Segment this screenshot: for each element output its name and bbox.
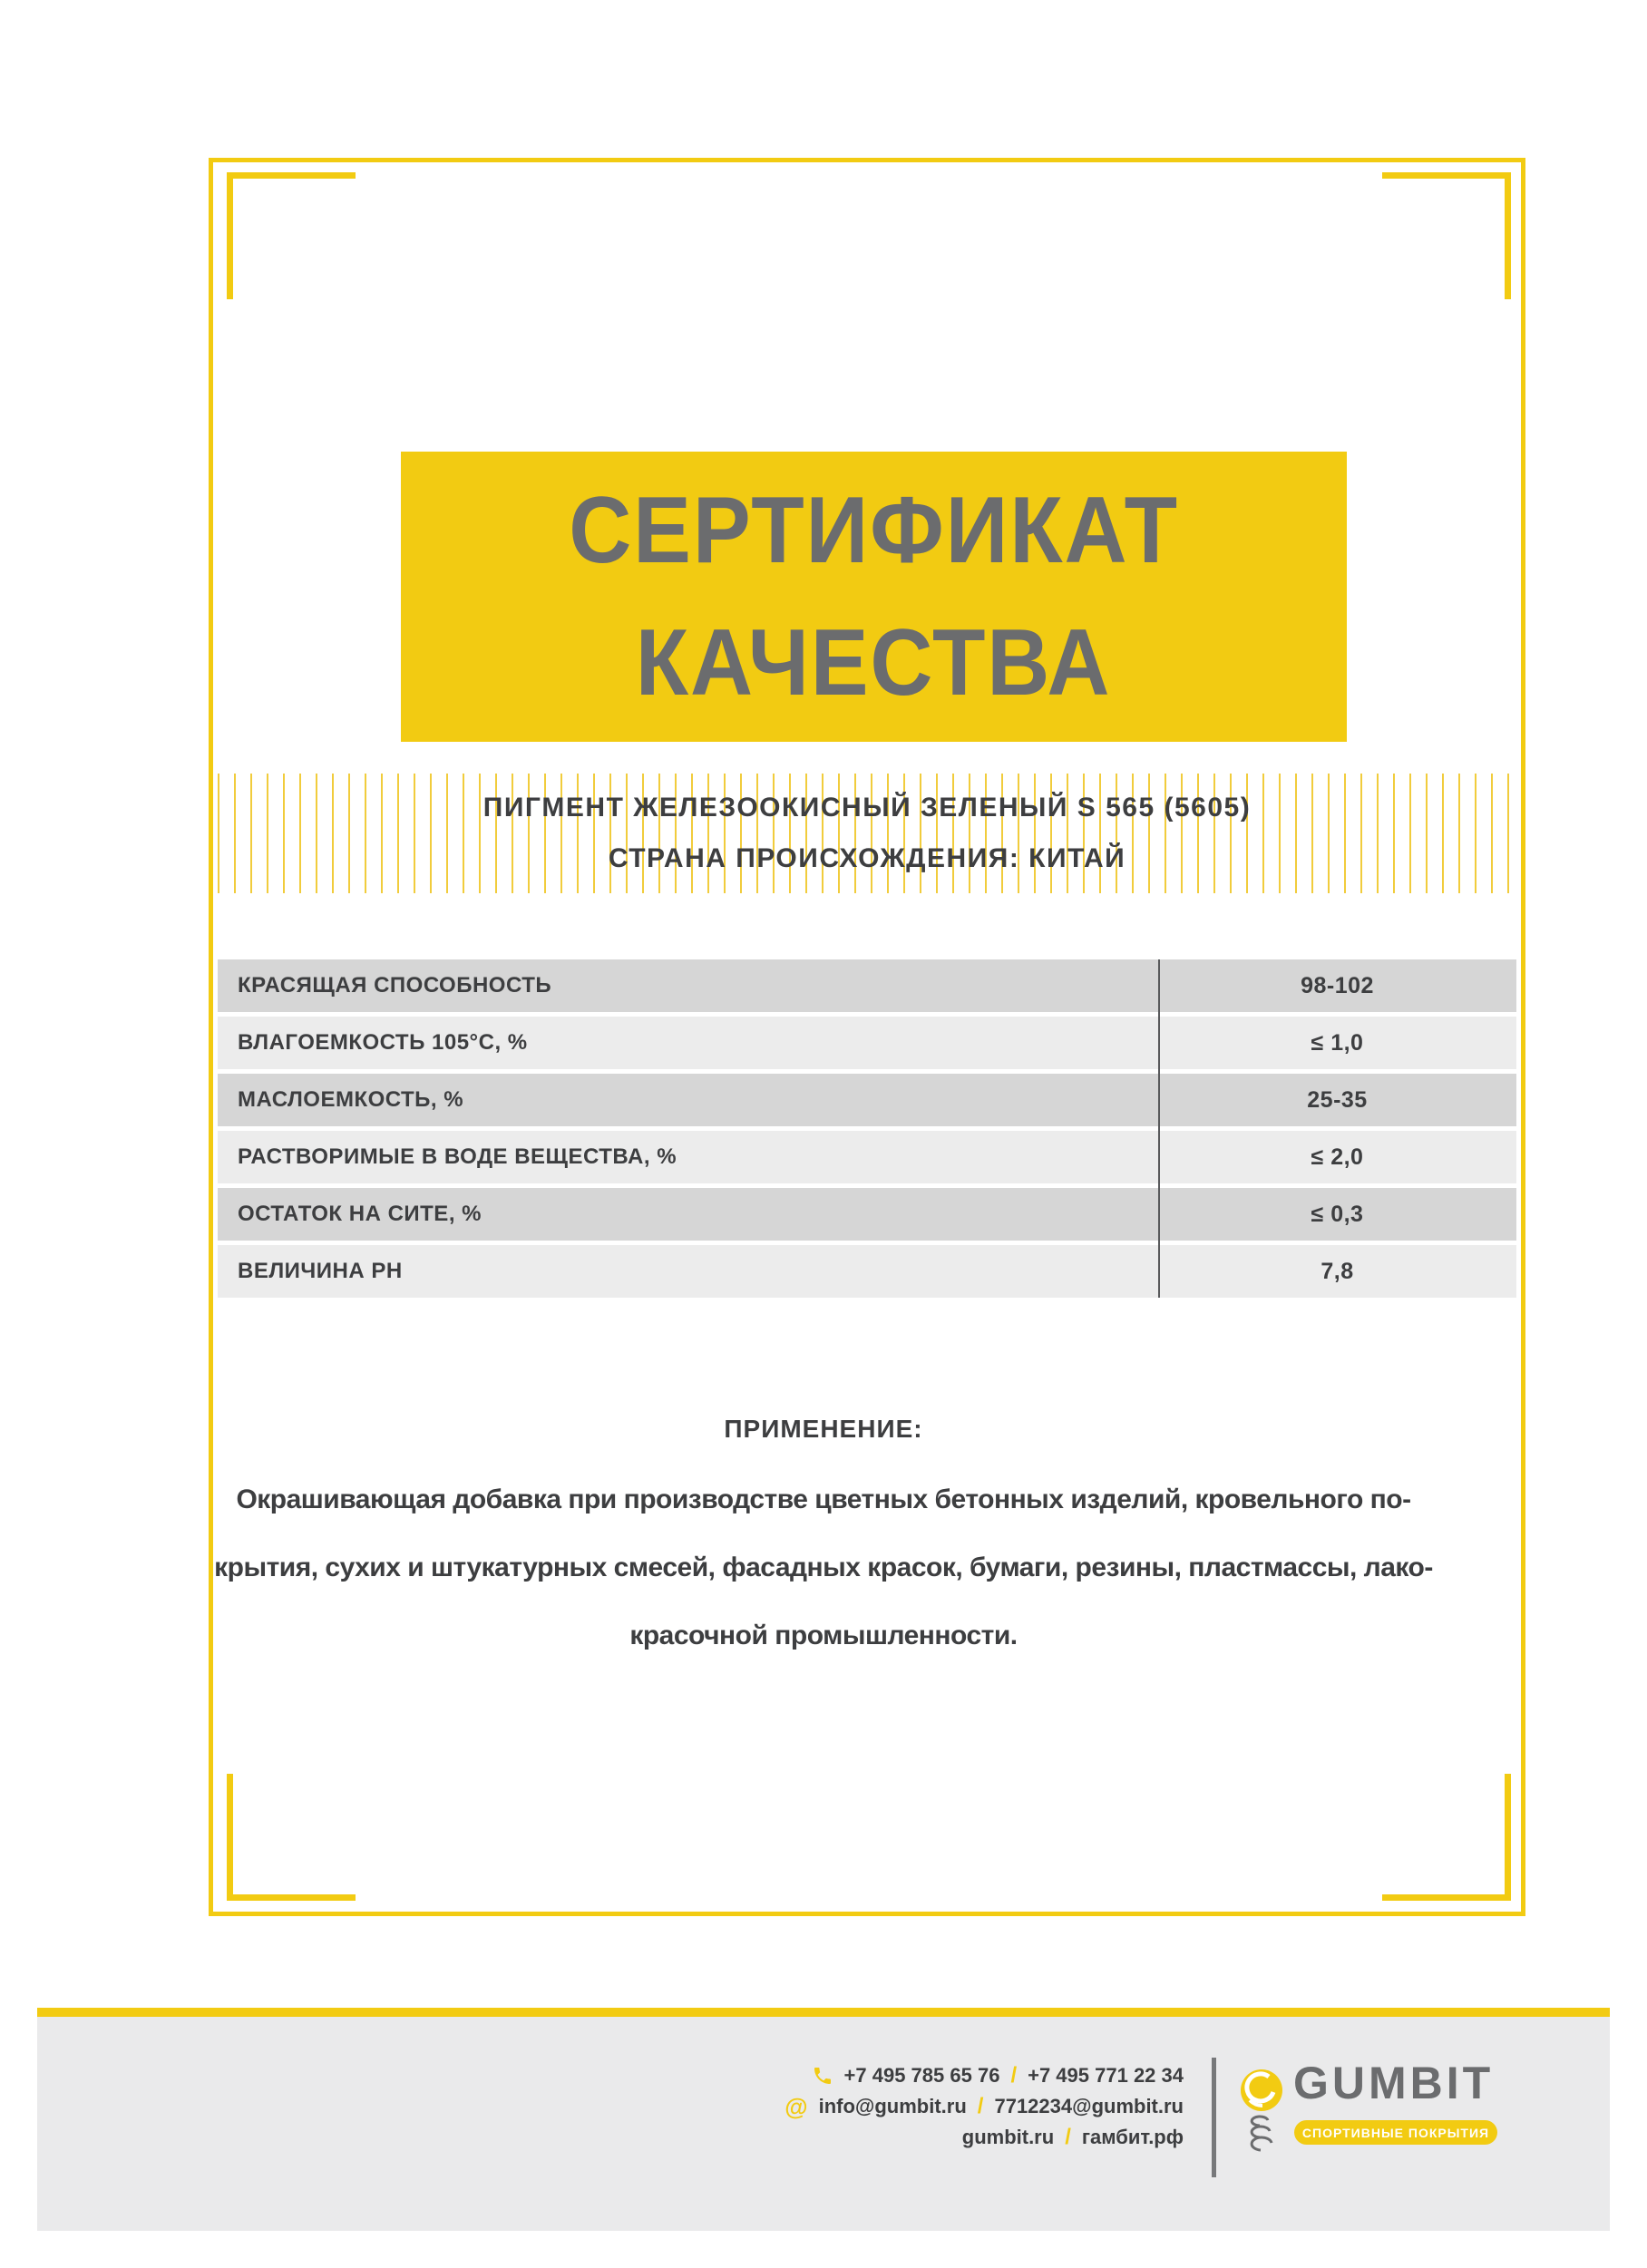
slash-separator: /: [1010, 2063, 1018, 2088]
application-text-line: крытия, сухих и штукатурных смесей, фасадных красок, бумаги, резины, пластмассы, лако-: [214, 1553, 1433, 1582]
spec-label: ВЛАГОЕМКОСТЬ 105°С, %: [238, 1030, 528, 1055]
table-row: [218, 1017, 1516, 1069]
product-band: [218, 774, 1516, 893]
spec-label: МАСЛОЕМКОСТЬ, %: [238, 1087, 464, 1112]
phone-number: +7 495 771 22 34: [1028, 2064, 1184, 2087]
spec-value: 98-102: [1301, 972, 1374, 998]
frame-corner-bracket-bottom-right: [1382, 1774, 1511, 1901]
spec-label: КРАСЯЩАЯ СПОСОБНОСТЬ: [238, 973, 552, 998]
frame-corner-bracket-top-right: [1382, 172, 1511, 299]
slash-separator: /: [977, 2094, 984, 2118]
table-row: [218, 1245, 1516, 1298]
spec-value: ≤ 0,3: [1311, 1201, 1364, 1227]
phone-icon: [812, 2065, 833, 2087]
phone-number: +7 495 785 65 76: [843, 2064, 1000, 2087]
application-text-line: красочной промышленности.: [629, 1621, 1018, 1650]
page-title-line-1: СЕРТИФИКАТ: [569, 478, 1179, 583]
website-url: gumbit.ru: [961, 2126, 1055, 2148]
email-address: 7712234@gumbit.ru: [994, 2095, 1184, 2117]
slash-separator: /: [1065, 2125, 1071, 2149]
spec-label: ВЕЛИЧИНА PH: [238, 1259, 403, 1283]
website-url: гамбит.рф: [1081, 2126, 1184, 2148]
gumbit-logo: [1241, 2058, 1513, 2189]
email-address: info@gumbit.ru: [818, 2095, 967, 2117]
brand-tagline-badge: [1294, 2120, 1497, 2145]
spec-value: 7,8: [1321, 1258, 1354, 1284]
frame-corner-bracket-top-left: [227, 172, 356, 299]
spec-value: 25-35: [1307, 1086, 1368, 1113]
table-row: [218, 959, 1516, 1012]
email-at-icon: @: [785, 2093, 808, 2120]
product-name: ПИГМЕНТ ЖЕЛЕЗООКИСНЫЙ ЗЕЛЕНЫЙ S 565 (5605): [482, 793, 1252, 823]
application-heading: ПРИМЕНЕНИЕ:: [724, 1415, 923, 1443]
page-title-line-2: КАЧЕСТВА: [636, 610, 1112, 715]
brand-tagline: СПОРТИВНЫЕ ПОКРЫТИЯ: [1301, 2125, 1490, 2140]
table-row: [218, 1074, 1516, 1126]
contact-row-websites: [785, 2122, 1184, 2153]
table-row: [218, 1131, 1516, 1183]
table-column-divider: [1158, 959, 1160, 1298]
spec-label: ОСТАТОК НА СИТЕ, %: [238, 1202, 482, 1226]
table-row: [218, 1188, 1516, 1241]
spec-value: ≤ 1,0: [1311, 1029, 1364, 1056]
brand-name: GUMBIT: [1293, 2058, 1495, 2108]
contact-row-emails: [785, 2091, 1184, 2122]
footer-vertical-divider: [1212, 2058, 1216, 2177]
application-section: [198, 1415, 1449, 1669]
frame-corner-bracket-bottom-left: [227, 1774, 356, 1901]
contact-row-phones: [785, 2060, 1184, 2091]
spec-label: РАСТВОРИМЫЕ В ВОДЕ ВЕЩЕСТВА, %: [238, 1144, 677, 1169]
spec-table: [218, 959, 1516, 1298]
country-of-origin: СТРАНА ПРОИСХОЖДЕНИЯ: КИТАЙ: [608, 843, 1126, 873]
footer-accent-bar: [37, 2008, 1610, 2017]
spec-value: ≤ 2,0: [1311, 1144, 1364, 1170]
application-text-line: Окрашивающая добавка при производстве цветных бетонных изделий, кровельного по-: [236, 1484, 1411, 1514]
title-banner: [401, 452, 1347, 742]
footer: [37, 2017, 1610, 2231]
contact-block: [785, 2060, 1184, 2153]
